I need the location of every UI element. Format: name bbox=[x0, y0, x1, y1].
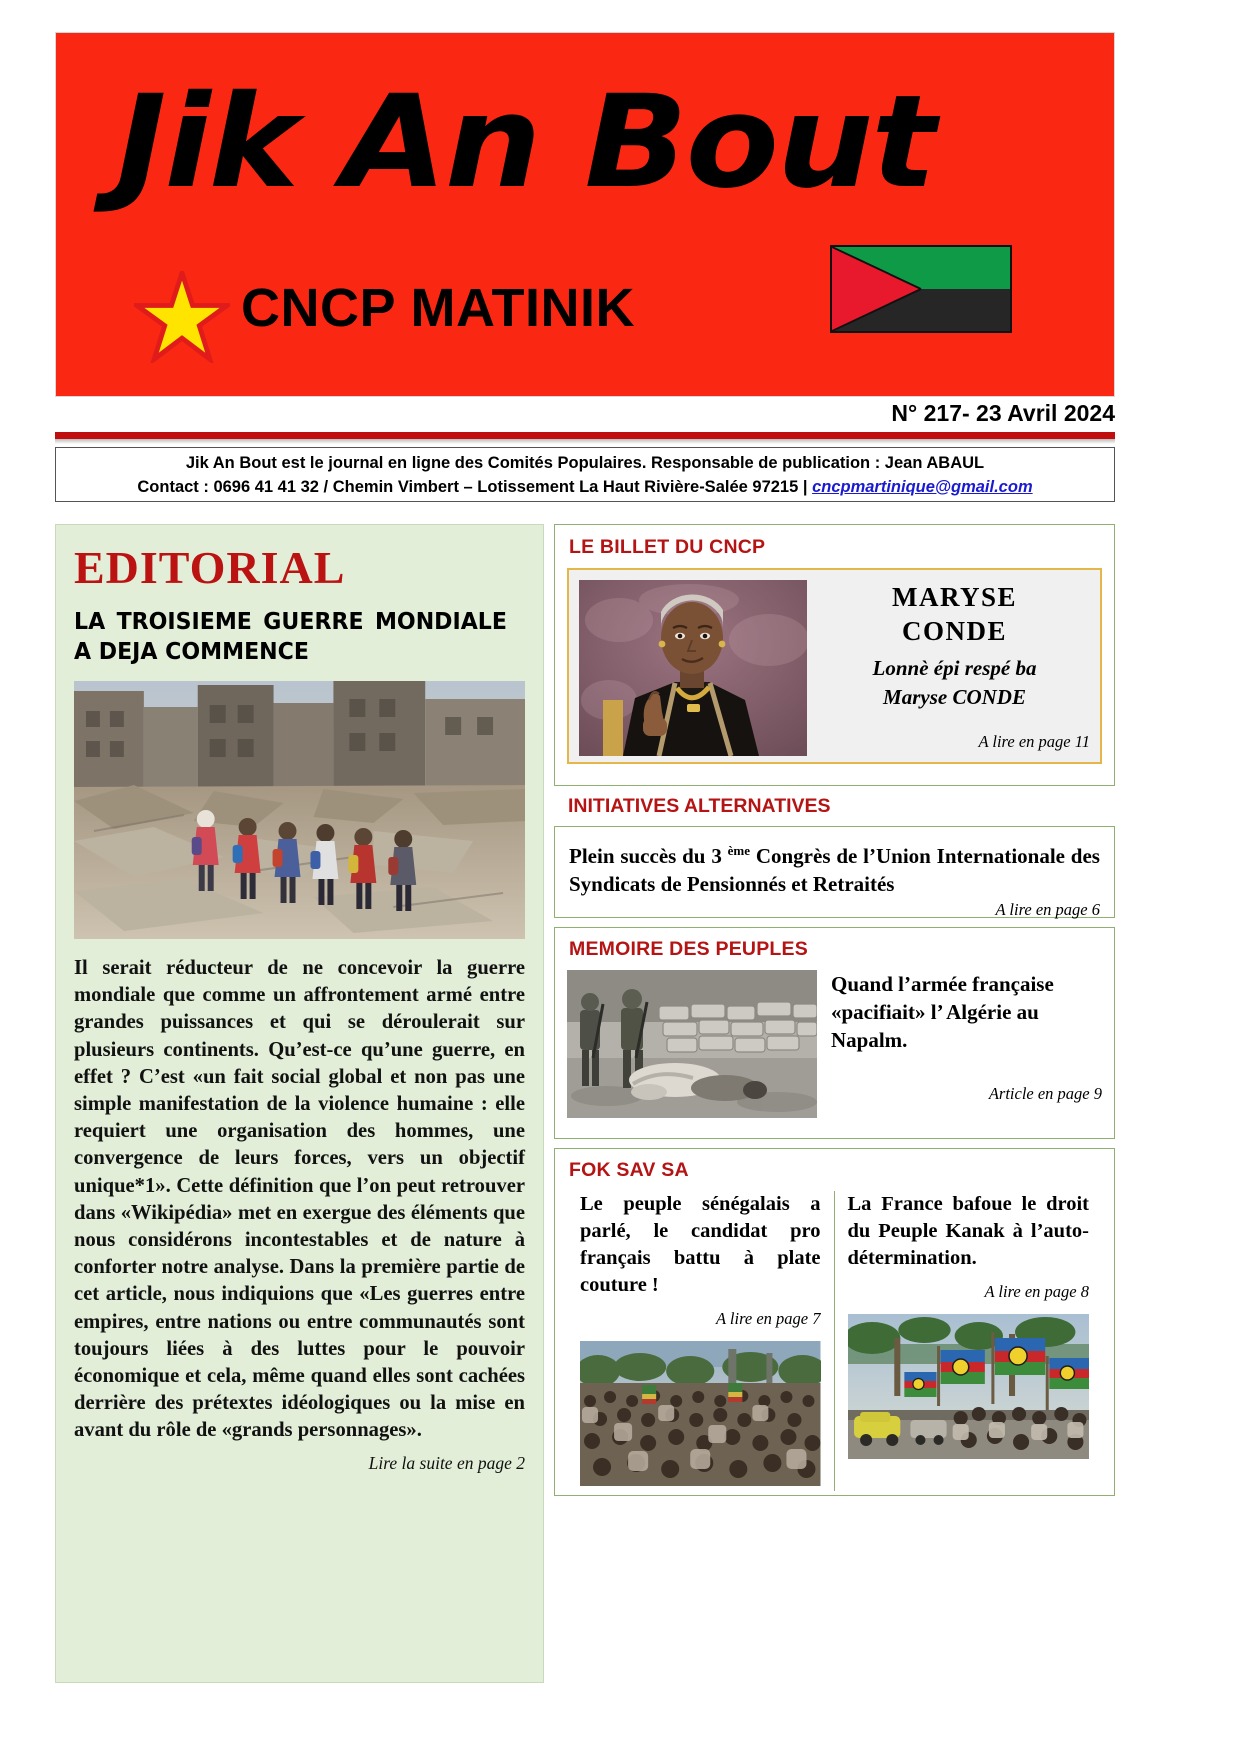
fok-item-senegal bbox=[567, 1191, 835, 1491]
fok-item-title: Le peuple sénégalais a parlé, le candidat pro français battu à plate couture ! bbox=[580, 1193, 821, 1296]
publication-info-line1: Jik An Bout est le journal en ligne des Comités Populaires. Responsable de publication : Jean ABAUL bbox=[185, 453, 985, 472]
publication-info-line2 bbox=[137, 475, 1032, 499]
billet-name-line1: MARYSE bbox=[891, 582, 1018, 612]
memoire-page-reference[interactable]: Article en page 9 bbox=[988, 1084, 1102, 1103]
initiatives-text bbox=[569, 837, 1100, 898]
billet-quote-line1: Lonnè épi respé ba bbox=[872, 656, 1037, 680]
fok-item-kanak bbox=[835, 1191, 1103, 1491]
billet-inner-frame bbox=[567, 568, 1102, 764]
memoire-row bbox=[567, 970, 1102, 1118]
billet-panel bbox=[554, 524, 1115, 786]
kanak-flags-photo bbox=[848, 1314, 1090, 1459]
red-star-icon bbox=[134, 271, 230, 363]
initiatives-ordinal: ème bbox=[727, 843, 751, 858]
issue-number-date: N° 217- 23 Avril 2024 bbox=[891, 400, 1115, 426]
fok-columns bbox=[567, 1191, 1102, 1491]
initiatives-text-part2: Congrès de l’Union Internationale des Syndicats de Pensionnés et Retraités bbox=[569, 844, 1100, 896]
header-divider-shadow bbox=[55, 439, 1115, 444]
fok-item-reference[interactable]: A lire en page 7 bbox=[716, 1309, 821, 1328]
billet-section-title: LE BILLET DU CNCP bbox=[569, 536, 766, 558]
editorial-continuation-ref: Lire la suite en page 2 bbox=[368, 1452, 525, 1473]
billet-name-line2: CONDE bbox=[901, 616, 1007, 646]
masthead-subtitle: CNCP MATINIK bbox=[241, 278, 635, 338]
contact-details: Contact : 0696 41 41 32 / Chemin Vimbert – Lotissement La Haut Rivière-Salée 97215 | bbox=[137, 477, 813, 496]
fok-item-reference[interactable]: A lire en page 8 bbox=[984, 1282, 1089, 1301]
publication-info-box bbox=[55, 447, 1115, 502]
memoire-title: Quand l’armée française «pacifiait» l’ Algérie au Napalm. bbox=[831, 972, 1054, 1052]
editorial-kicker: EDITORIAL bbox=[74, 542, 346, 593]
billet-text-block bbox=[819, 580, 1090, 752]
memoire-photo-algeria bbox=[567, 970, 817, 1118]
right-column bbox=[554, 524, 1115, 1505]
initiatives-page-reference[interactable]: A lire en page 6 bbox=[995, 900, 1100, 919]
editorial-body-text: Il serait réducteur de ne concevoir la guerre mondiale que comme un affrontement armé entre grandes puissances et qui se déroulerait sur plusieurs continents. Qu’est-ce qu’une guerre, en effet ? C’est «un fait social global et non pas une simple manifestation de la violence humaine : elle requiert une organisation des hommes, une convergence de leurs forces, vers un objectif unique*1». Cette définition que l’on peut retrouver dans «Wikipédia» met en exergue des éléments que nous considérons incontestables et de nature à conforter notre analyse. Dans la première partie de cet article, nous indiquions que «Les guerres entre empires, entre nations ou entre communautés sont toujours liées à des luttes pour le pouvoir économique et cela, même quand elles sont cachées derrière des prétextes idéologiques ou la mise en avant du rôle de «grands personnages». bbox=[74, 957, 525, 1442]
fok-section-title: FOK SAV SA bbox=[569, 1159, 689, 1181]
editorial-column bbox=[55, 524, 544, 1683]
newspaper-title: Jik An Bout bbox=[116, 68, 935, 217]
initiatives-section-title: INITIATIVES ALTERNATIVES bbox=[568, 795, 831, 817]
editorial-photo-rubble-children bbox=[74, 681, 525, 939]
memoire-panel bbox=[554, 927, 1115, 1139]
memoire-text-block bbox=[831, 970, 1102, 1118]
senegal-crowd-photo bbox=[580, 1341, 821, 1486]
initiatives-text-part1: Plein succès du 3 bbox=[569, 844, 728, 868]
fok-sav-sa-panel bbox=[554, 1148, 1115, 1496]
maryse-conde-photo bbox=[579, 580, 807, 756]
editorial-headline: LA TROISIEME GUERRE MONDIALE A DEJA COMMENCE bbox=[74, 609, 507, 665]
masthead-banner bbox=[55, 32, 1115, 397]
martinique-flag-icon bbox=[830, 245, 1012, 333]
fok-item-title: La France bafoue le droit du Peuple Kanak à l’auto-détermination. bbox=[847, 1193, 1089, 1269]
billet-quote-line2: Maryse CONDE bbox=[883, 685, 1026, 709]
email-link[interactable]: cncpmartinique@gmail.com bbox=[812, 477, 1033, 496]
initiatives-panel bbox=[554, 826, 1115, 918]
memoire-section-title: MEMOIRE DES PEUPLES bbox=[569, 938, 808, 960]
billet-page-reference[interactable]: A lire en page 11 bbox=[978, 732, 1090, 751]
header-divider-rule bbox=[55, 432, 1115, 439]
